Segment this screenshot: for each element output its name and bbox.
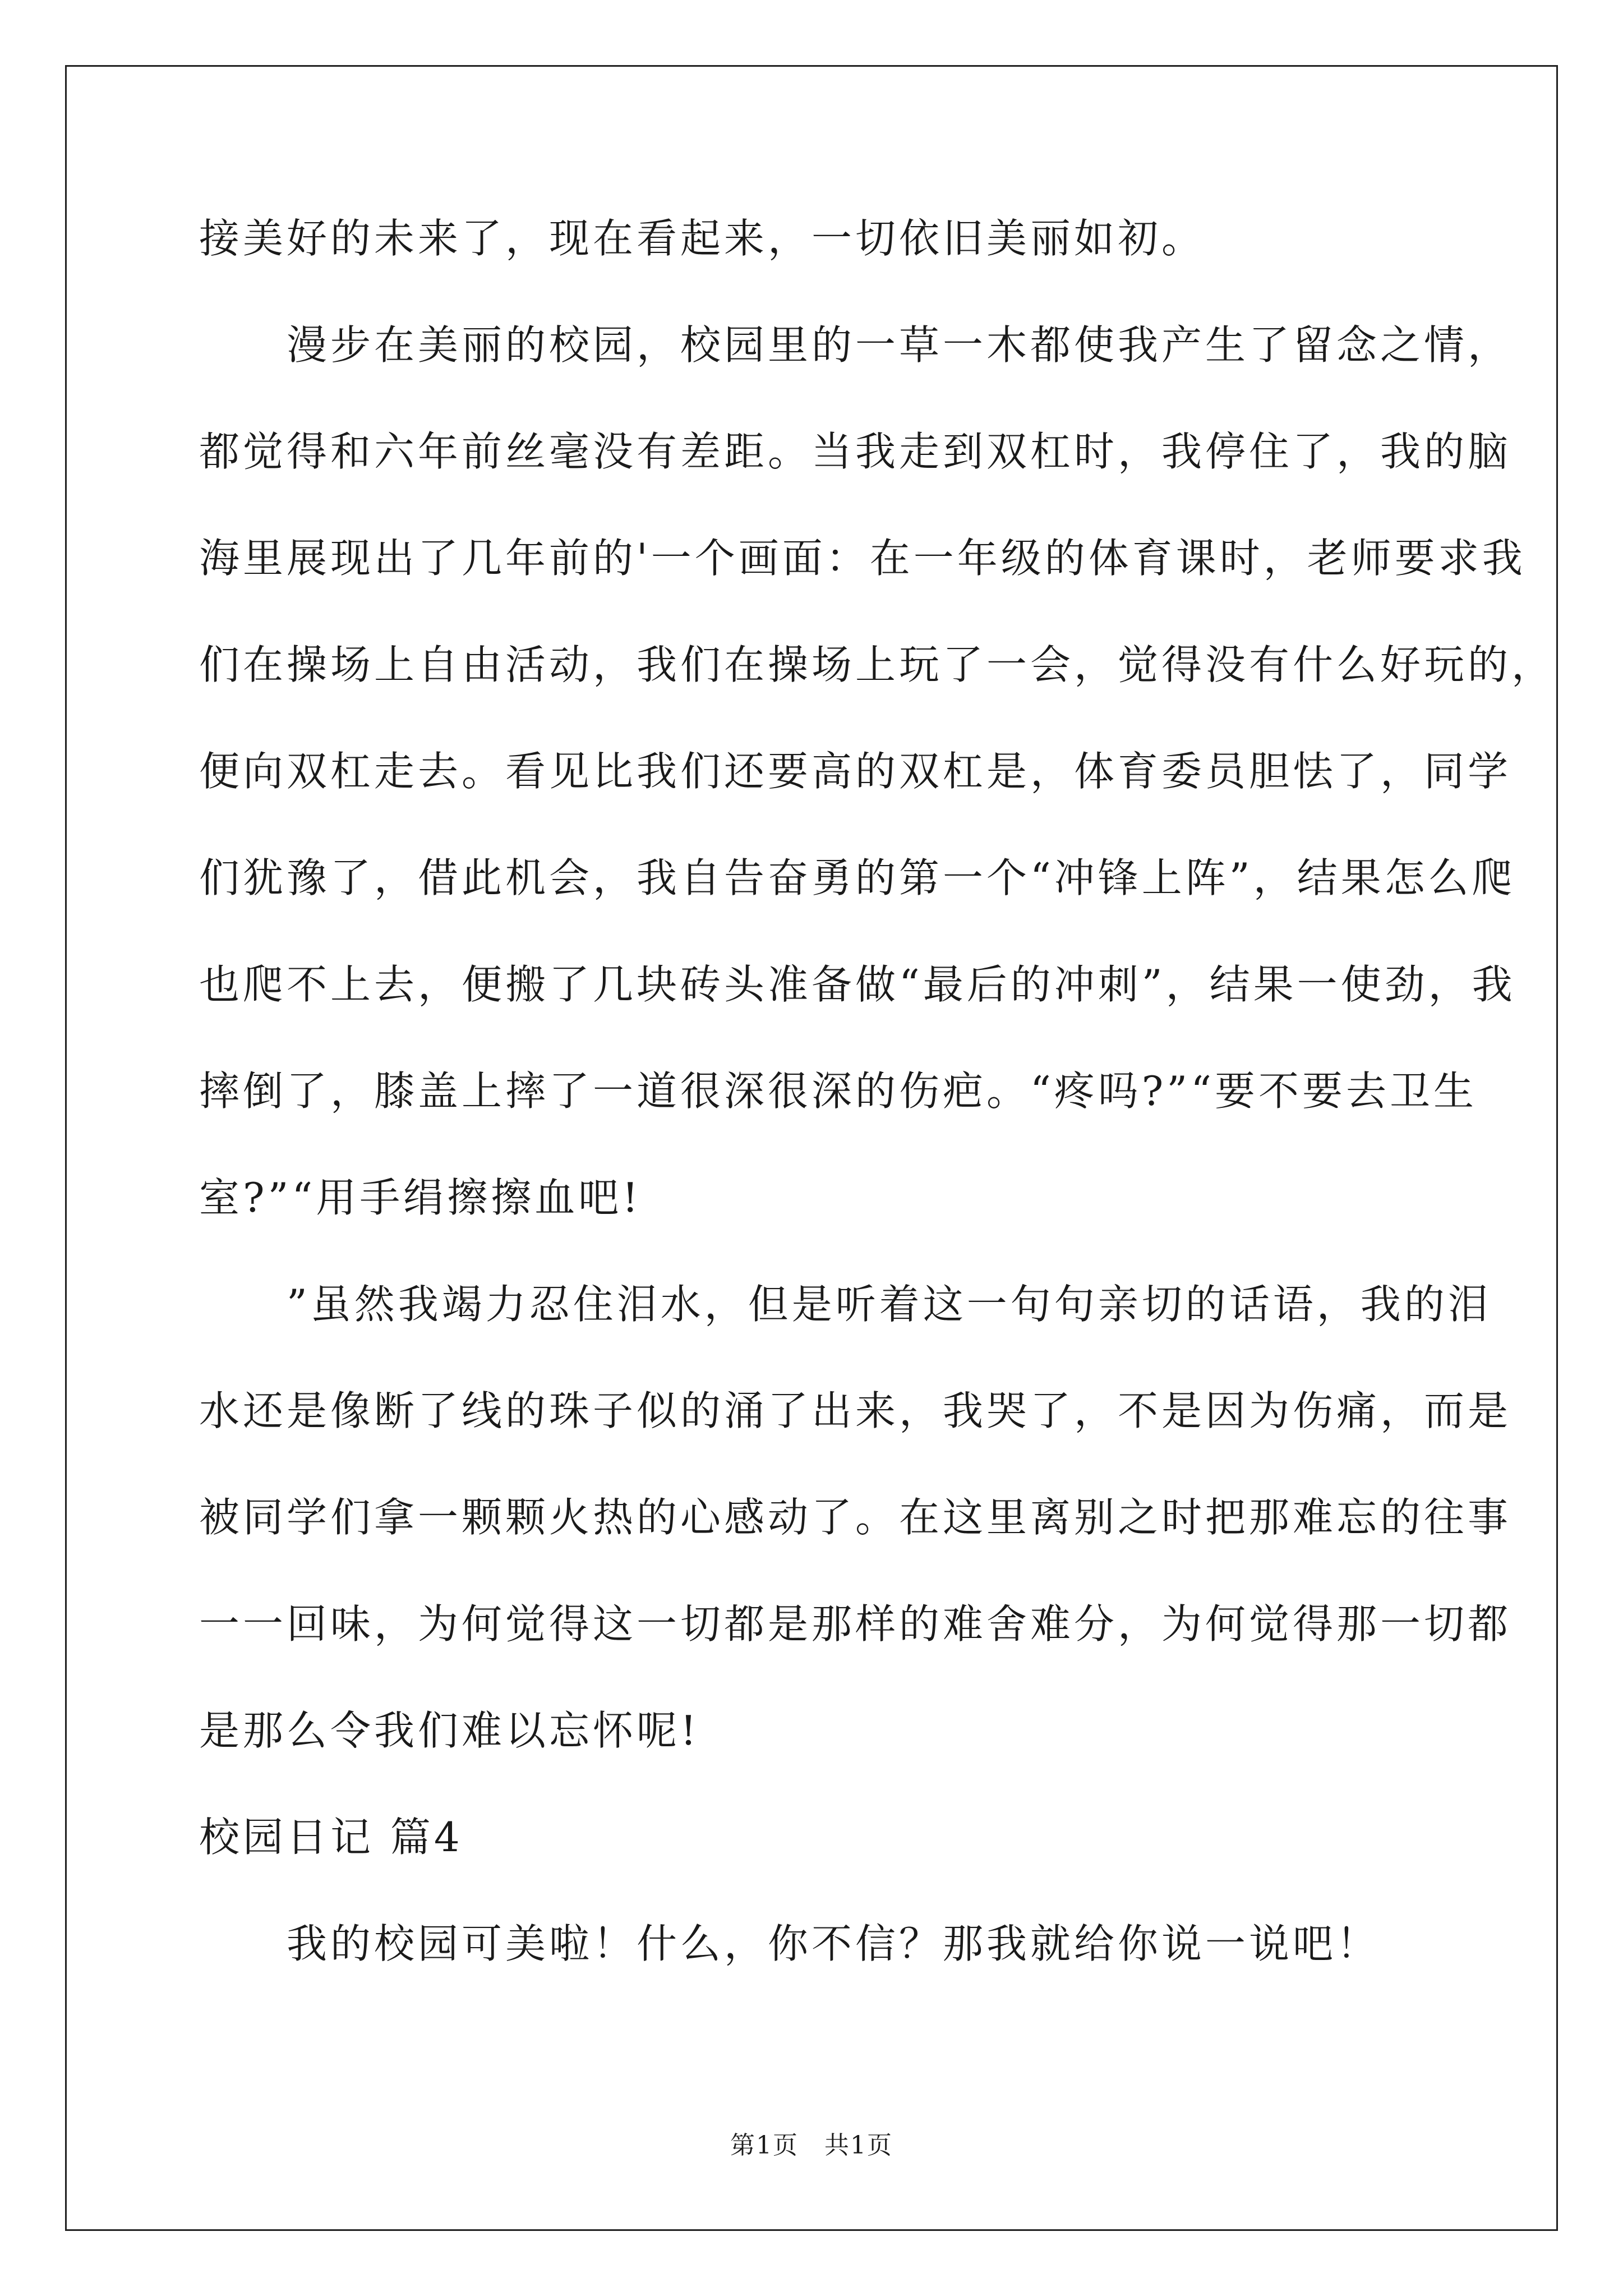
text-line: 室?”“用手绢擦擦血吧! [199,1174,642,1221]
section-heading: 校园日记 篇4 [199,1814,463,1861]
text-line: 海里展现出了几年前的'一个画面：在一年级的体育课时，老师要求我 [199,535,1526,582]
text-line: 便向双杠走去。看见比我们还要高的双杠是，体育委员胆怯了，同学 [199,748,1512,795]
page-number-footer: 第1页 共1页 [730,2131,893,2160]
text-line: 一一回味，为何觉得这一切都是那样的难舍难分，为何觉得那一切都 [199,1600,1512,1648]
page-border [65,65,1558,2231]
text-line: 摔倒了，膝盖上摔了一道很深很深的伤疤。“疼吗?”“要不要去卫生 [199,1068,1478,1115]
text-line: 被同学们拿一颗颗火热的心感动了。在这里离别之时把那难忘的往事 [199,1494,1512,1541]
text-line: 们在操场上自由活动，我们在操场上玩了一会，觉得没有什么好玩的， [199,641,1556,688]
text-line: 是那么令我们难以忘怀呢! [199,1707,700,1754]
text-line: 都觉得和六年前丝毫没有差距。当我走到双杠时，我停住了，我的脑 [199,428,1512,475]
text-line: 也爬不上去，便搬了几块砖头准备做“最后的冲刺”，结果一使劲，我 [199,961,1516,1008]
text-line: 我的校园可美啦！什么，你不信？那我就给你说一说吧！ [199,1920,1381,1967]
text-line: 漫步在美丽的校园，校园里的一草一木都使我产生了留念之情， [199,321,1512,369]
text-line: 们犹豫了，借此机会，我自告奋勇的第一个“冲锋上阵”，结果怎么爬 [199,854,1516,901]
text-line: 水还是像断了线的珠子似的涌了出来，我哭了，不是因为伤痛，而是 [199,1387,1512,1434]
text-line: ”虽然我竭力忍住泪水，但是听着这一句句亲切的话语，我的泪 [199,1281,1492,1328]
text-line: 接美好的未来了，现在看起来，一切依旧美丽如初。 [199,215,1206,262]
